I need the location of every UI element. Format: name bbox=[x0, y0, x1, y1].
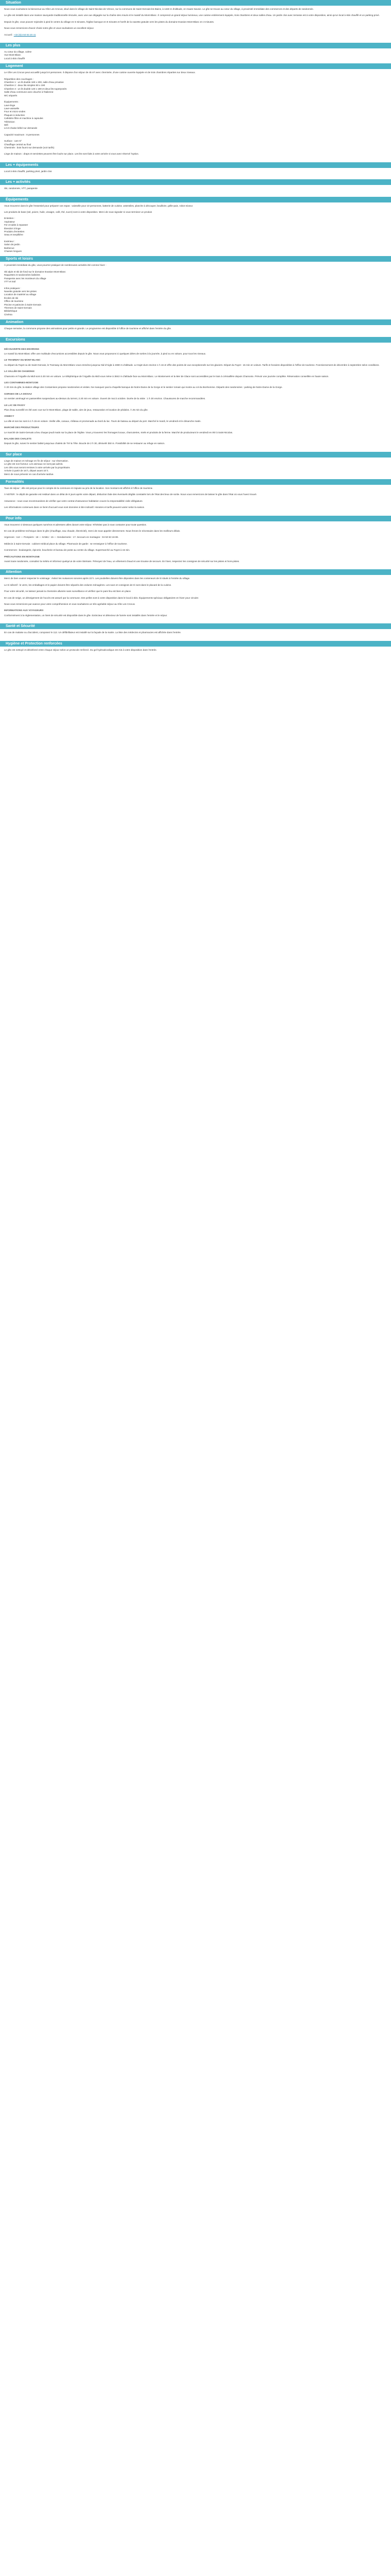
sports-info-title: Infos pratiques : bbox=[4, 286, 21, 290]
sports-item: Ski alpin et ski de fond sur le domaine Evasion Mont-Blanc bbox=[4, 270, 66, 273]
cuisine-list-item: Salon de jardin bbox=[4, 243, 20, 246]
pourinfo-paragraph: Urgences : 112 — Pompiers : 18 — SAMU : 15 — Gendarmerie : 17. Secours en montagne : 04 50 53 16 89. bbox=[4, 536, 119, 539]
sante-text: En cas de malaise ou d'accident, composez le 112. Un défibrillateur est installé sur la façade de la mairie. La liste des médecins et pharmacies est affichée dans l'entrée. bbox=[4, 631, 182, 634]
excursion-text: Le marché de Saint-Gervais a lieu chaque jeudi matin sur la place de l'église. Vous y trouverez les fromages locaux, charcuteries, miels et produits de la ferme. Marché de producteurs le vendredi en été à Saint-Nicolas. bbox=[4, 431, 233, 434]
section-cuisine bbox=[0, 202, 391, 257]
section-header-equipements: Les + équipements bbox=[0, 162, 391, 168]
excursion-heading: ANNECY bbox=[4, 415, 14, 418]
logement-intro: Le Gîte Les Crocus peut accueillir jusqu'à 8 personnes. Il dispose d'un séjour de 45 m² avec cheminée, d'une cuisine ouverte équipée et de trois chambres réparties sur deux niveaux. bbox=[4, 71, 196, 74]
pourinfo-paragraph: En cas de problème technique dans le gîte (chauffage, eau chaude, électricité), merci de nous appeler directement. Nous ferons le nécessaire dans les meilleurs délais. bbox=[4, 529, 181, 532]
equip-line: Lit et chaise bébé sur demande bbox=[4, 127, 38, 130]
sports-info-item: Piscine et patinoire à Saint-Gervais bbox=[4, 303, 41, 306]
formalites-paragraph: Assurance : nous vous recommandons de vérifier que votre contrat d'assurance habitation couvre la responsabilité civile villégiature. bbox=[4, 499, 143, 502]
section-header-activites: Les + activités bbox=[0, 179, 391, 185]
logement-note: Linge de maison : draps et serviettes peuvent être loués sur place. Les lits sont faits à votre arrivée si vous avez réservé l'option. bbox=[4, 152, 139, 156]
equip-line: Lave-vaisselle bbox=[4, 107, 20, 110]
excursion-text: Chamonix et l'Aiguille du Midi sont à 30 min en voiture. Le téléphérique de l'Aiguille du Midi vous mène à 3842 m d'altitude face au Mont-Blanc. Le Montenvers et la Mer de Glace sont accessibles par le train à crémaillère depuis Chamonix. Prévoir une journée complète. Réservation conseillée en haute saison. bbox=[4, 375, 329, 378]
sports-info-item: Thermes de Saint-Gervais bbox=[4, 306, 32, 309]
cuisine-list-item: Chaises longues bbox=[4, 250, 22, 253]
cuisine-list-title: Entretien : bbox=[4, 217, 15, 220]
section-pourinfo bbox=[0, 521, 391, 570]
cuisine-list-item: Seau et serpillière bbox=[4, 233, 23, 236]
excursion-text: Un sentier aménagé en passerelles suspendues au-dessus du torrent, à 20 min en voiture. Ouvert de mai à octobre. Durée de la visite : 1 h 30 environ. Chaussures de marche recommandées. bbox=[4, 397, 206, 400]
sports-info-item: Cinéma bbox=[4, 313, 12, 316]
attention-paragraph: Le tri sélectif : le verre, les emballages et le papier doivent être séparés des ordures ménagères. Les sacs et consignes de tri sont dans le placard de la cuisine. bbox=[4, 583, 172, 586]
sports-intro: À proximité immédiate du gîte, vous pourrez pratiquer de nombreuses activités été comme hiver : bbox=[4, 264, 106, 267]
section-header-formalites: Formalités bbox=[0, 479, 391, 485]
situation-phone bbox=[4, 33, 387, 37]
excursion-heading: BALADE DES CHALETS bbox=[4, 437, 31, 440]
attention-paragraph: En cas de neige, un déneigement de l'accès est assuré par la commune. Des pelles sont à votre disposition dans le local à skis. Équipements spéciaux obligatoires en hiver pour circuler. bbox=[4, 596, 199, 599]
section-attention bbox=[0, 575, 391, 623]
pourinfo-subheading: PRÉCAUTIONS EN MONTAGNE bbox=[4, 555, 40, 558]
section-equipements bbox=[0, 168, 391, 179]
section-animation bbox=[0, 325, 391, 336]
pourinfo-paragraph: Commerces : boulangerie, épicerie, boucherie et bureau de poste au centre du village. Supermarché au Fayet à 15 min. bbox=[4, 549, 131, 552]
section-header-situation: Situation bbox=[0, 0, 391, 6]
excursion-heading: GORGES DE LA DIOSAZ bbox=[4, 392, 32, 395]
cuisine-list-item: Aspirateur bbox=[4, 220, 15, 223]
section-sante bbox=[0, 629, 391, 640]
sports-info-item: Écoles de ski bbox=[4, 296, 19, 299]
room-line: Salle d'eau commune avec douche à l'italienne bbox=[4, 91, 54, 94]
section-header-cuisine: Équipements bbox=[0, 197, 391, 202]
cuisine-list-item: Produits d'entretien bbox=[4, 230, 25, 233]
capacity-title: Capacité maximum : 8 personnes bbox=[4, 133, 40, 136]
section-header-sports: Sports et loisirs bbox=[0, 256, 391, 262]
excursion-heading: LE LAC DE PASSY bbox=[4, 403, 25, 406]
section-header-decouverte: Excursions bbox=[0, 337, 391, 343]
room-line: Chambre 1 : un lit double 160 x 200, salle d'eau privative bbox=[4, 81, 64, 84]
attention-paragraph: Pour votre sécurité, ne laissez jamais la cheminée allumée sans surveillance et vérifiez que le pare-feu est bien en place. bbox=[4, 590, 132, 593]
attention-subheading: INFORMATIONS AUX VOYAGEURS bbox=[4, 609, 44, 612]
pourinfo-paragraph: Vous trouverez ci-dessous quelques numéros et adresses utiles durant votre séjour. N'hésitez pas à nous contacter pour toute question. bbox=[4, 523, 147, 526]
infos-line: Au cœur du village, calme bbox=[4, 50, 32, 54]
excursion-text: Depuis le gîte, suivez le sentier balisé jusqu'aux chalets de Tré la Tête. Boucle de 2 h 30, dénivelé 350 m. Possibilité de se restaurer au refuge en saison. bbox=[4, 442, 165, 445]
section-header-infos: Les plus bbox=[0, 43, 391, 48]
attention-paragraph: Merci de bien vouloir respecter le voisinage : évitez les nuisances sonores après 22 h. Les poubelles doivent être déposées dans les conteneurs de tri situés à l'entrée du village. bbox=[4, 577, 190, 580]
sports-item: Raquettes et randonnées balisées bbox=[4, 274, 40, 277]
attention-subtext: Conformément à la réglementation, un livret de sécurité est disponible dans le gîte. Extincteur et détecteur de fumée sont installés dans l'entrée et le séjour. bbox=[4, 614, 168, 617]
phone-label: Accueil : bbox=[4, 33, 13, 36]
excursion-heading: LA VALLÉE DE CHAMONIX bbox=[4, 370, 35, 373]
excursion-heading: LE TRAMWAY DU MONT-BLANC bbox=[4, 359, 41, 362]
section-infos bbox=[0, 48, 391, 63]
contact-line: Le gîte est non-fumeur. Les animaux ne sont pas admis. bbox=[4, 463, 63, 466]
attention-paragraph: Nous vous remercions par avance pour votre compréhension et vous souhaitons un très agréable séjour au Gîte Les Crocus. bbox=[4, 603, 136, 605]
section-activites bbox=[0, 185, 391, 196]
phone-link[interactable]: +33 (0)4 50 93 20 41 bbox=[13, 33, 36, 36]
cuisine-paragraph: Vous trouverez dans le gîte l'essentiel pour préparer vos repas : vaisselle pour 10 personnes, batterie de cuisine, ustensiles, planche à découper, bouilloire, grille-pain, robot mixeur. bbox=[4, 204, 193, 207]
situation-paragraph: Nous vous remercions d'avoir choisi notre gîte et vous souhaitons un excellent séjour. bbox=[4, 27, 94, 30]
sports-item: Parapente avec les moniteurs du village bbox=[4, 277, 46, 280]
excursion-text: Plan d'eau surveillé en été avec vue sur le Mont-Blanc, plage de sable, aire de jeux, restauration et location de pédalos. À 25 min du gîte. bbox=[4, 409, 149, 412]
contact-line: Arrivée à partir de 16 h, départ avant 10 h. bbox=[4, 469, 49, 472]
section-header-hygiene: Hygiène et Protection renforcées bbox=[0, 641, 391, 647]
section-header-animation: Animation bbox=[0, 319, 391, 325]
cuisine-list-item: Barbecue bbox=[4, 246, 14, 249]
section-formalites bbox=[0, 485, 391, 516]
equip-line: Cafetière filtre et machine à capsules bbox=[4, 117, 43, 120]
sports-info-item: Office de tourisme bbox=[4, 300, 24, 303]
equip-line: Wifi bbox=[4, 123, 8, 126]
equip-title: Équipements : bbox=[4, 100, 20, 104]
cuisine-paragraph: Les produits de base (sel, poivre, huile, vinaigre, café, thé, sucre) sont à votre disposition. Merci de nous signaler si vous terminez un produit. bbox=[4, 211, 153, 213]
room-line: Chambre 3 : un lit double 140 x 190 et deux lits superposés bbox=[4, 87, 67, 90]
cuisine-list-item: Fer et table à repasser bbox=[4, 224, 28, 227]
section-header-sante: Santé et Sécurité bbox=[0, 623, 391, 629]
room-line: WC séparés bbox=[4, 94, 18, 97]
contact-line: Les clés vous seront remises à votre arrivée par la propriétaire. bbox=[4, 466, 71, 469]
equipements-text: Local à skis chauffé, parking privé, jardin clos bbox=[4, 170, 52, 173]
activites-text: Ski, randonnée, VTT, parapente bbox=[4, 187, 38, 190]
contact-line: Linge de maison et ménage en fin de séjour : sur réservation. bbox=[4, 459, 69, 462]
formalites-paragraph: Taxe de séjour : elle est perçue pour le compte de la commune et s'ajoute au prix de la location. Son montant est affiché à l'office de tourisme. bbox=[4, 486, 153, 489]
section-header-logement: Logement bbox=[0, 63, 391, 69]
situation-paragraph: Depuis le gîte, vous pouvez rejoindre à pied le centre du village en 5 minutes, l'église baroque en 8 minutes et l'arrêt de la navette gratuite vers les pistes du domaine Evasion Mont-Blanc en 3 minutes. bbox=[4, 20, 215, 23]
pourinfo-paragraph: Médecin à Saint-Gervais : cabinet médical place du village. Pharmacie de garde : se renseigner à l'office de tourisme. bbox=[4, 542, 128, 545]
contact-line: Merci de nous prévenir en cas d'arrivée tardive. bbox=[4, 472, 54, 476]
capacity-line: Cheminée : bois fourni sur demande (voir tarifs) bbox=[4, 146, 55, 149]
excursion-text: Au départ du Fayet ou de Saint-Gervais, le Tramway du Mont-Blanc vous emmène jusqu'au Nid d'Aigle à 2380 m d'altitude. Le trajet dure environ 1 h 15 et offre des points de vue exceptionnels sur les glaciers. Départ du Fayet : 15 min en voiture. Tarifs et horaires disponibles à l'office de tourisme. Fonctionnement de décembre à septembre selon conditions. bbox=[4, 363, 380, 366]
section-header-attention: Attention bbox=[0, 569, 391, 575]
situation-paragraph: Nous vous souhaitons la bienvenue au Gîte Les Crocus, situé dans le village de Saint-Nicolas de Véroce, sur la commune de Saint-Gervais-les-Bains, à 1150 m d'altitude, en Haute-Savoie. Le gîte se trouve au cœur du village, à proximité immédiate des commerces et des départs de randonnée. bbox=[4, 8, 314, 10]
pourinfo-subtext: Avant toute randonnée, consultez la météo et informez quelqu'un de votre itinéraire. Prévoyez de l'eau, un vêtement chaud et une trousse de secours. En hiver, respectez les consignes de sécurité sur les pistes et hors-pistes. bbox=[4, 560, 240, 563]
sports-info-item: Location de matériel au village bbox=[4, 293, 37, 296]
rooms-title: Répartition des couchages : bbox=[4, 77, 34, 80]
section-logement bbox=[0, 69, 391, 162]
situation-paragraph: Le gîte est installé dans une maison savoyarde traditionnelle rénovée, avec une vue dégagée sur la chaîne des Aravis et le massif du Mont-Blanc. Il comprend un grand séjour lumineux, une cuisine entièrement équipée, trois chambres et deux salles d'eau. Un jardin clos avec terrasse est à votre disposition, ainsi qu'un local à skis chauffé et un parking privé. bbox=[4, 14, 380, 17]
equip-line: Four et micro-ondes bbox=[4, 110, 26, 113]
excursion-text: Le massif du Mont-Blanc offre une multitude d'excursions accessibles depuis le gîte. Nous vous proposons ici quelques idées de sorties à la journée, à pied ou en voiture, pour tous les niveaux. bbox=[4, 352, 206, 355]
room-line: Chambre 2 : deux lits simples 90 x 190 bbox=[4, 84, 45, 87]
equip-line: Plaques à induction bbox=[4, 113, 25, 116]
excursion-heading: DÉCOUVERTE DES ENVIRONS bbox=[4, 347, 39, 350]
sports-info-item: Navette gratuite vers les pistes bbox=[4, 290, 37, 293]
hygiene-text: Le gîte est nettoyé et désinfecté entre chaque séjour selon un protocole renforcé. Du gel hydroalcoolique est mis à votre disposition dans l'entrée. bbox=[4, 648, 157, 651]
infos-line: Local à skis chauffé bbox=[4, 57, 25, 60]
capacity-line: Surface : 110 m² bbox=[4, 140, 22, 143]
excursion-text: À 20 min du gîte, la station village des Contamines propose randonnées et visites. Ne manquez pas la chapelle baroque de Notre-Dame de la Gorge et le sentier romain qui monte au col du Bonhomme. Départs des randonnées : parking de Notre-Dame de la Gorge. bbox=[4, 386, 283, 389]
section-hygiene bbox=[0, 647, 391, 658]
capacity-line: Chauffage central au fioul bbox=[4, 143, 31, 146]
formalites-paragraph: À NOTER : le dépôt de garantie est restitué dans un délai de 8 jours après votre départ, déduction faite des éventuels dégâts constatés lors de l'état des lieux de sortie. Nous vous remercions de laisser le gîte dans l'état où vous l'avez trouvé. bbox=[4, 493, 257, 496]
excursion-text: La ville et son lac sont à 1 h 15 en voiture. Vieille ville, canaux, château et promenade au bord du lac. Tours de bateau au départ du port. Marché le mardi, le vendredi et le dimanche matin. bbox=[4, 419, 201, 422]
excursion-heading: LES CONTAMINES-MONTJOIE bbox=[4, 381, 39, 384]
cuisine-list-item: Étendoir à linge bbox=[4, 227, 21, 230]
section-header-contact: Sur place bbox=[0, 452, 391, 457]
equip-line: Télévision bbox=[4, 120, 15, 123]
section-decouverte bbox=[0, 343, 391, 452]
formalites-paragraph: Les informations contenues dans ce livret d'accueil vous sont données à titre indicatif. Horaires et tarifs peuvent varier selon la saison. bbox=[4, 506, 145, 509]
section-situation bbox=[0, 6, 391, 43]
excursion-heading: MARCHÉ DES PRODUCTEURS bbox=[4, 426, 39, 429]
sports-item: VTT et trail bbox=[4, 280, 16, 283]
section-sports bbox=[0, 262, 391, 319]
section-header-pourinfo: Pour info bbox=[0, 516, 391, 521]
cuisine-list-title: Extérieur : bbox=[4, 240, 15, 243]
equip-line: Lave-linge bbox=[4, 104, 15, 107]
section-contact bbox=[0, 457, 391, 479]
infos-line: Vue Mont-Blanc bbox=[4, 54, 21, 57]
sports-info-item: Bibliothèque bbox=[4, 310, 18, 313]
animation-intro: Chaque semaine, la commune propose des animations pour petits et grands. Le programme est disponible à l'office de tourisme et affiché dans l'entrée du gîte. bbox=[4, 327, 172, 330]
